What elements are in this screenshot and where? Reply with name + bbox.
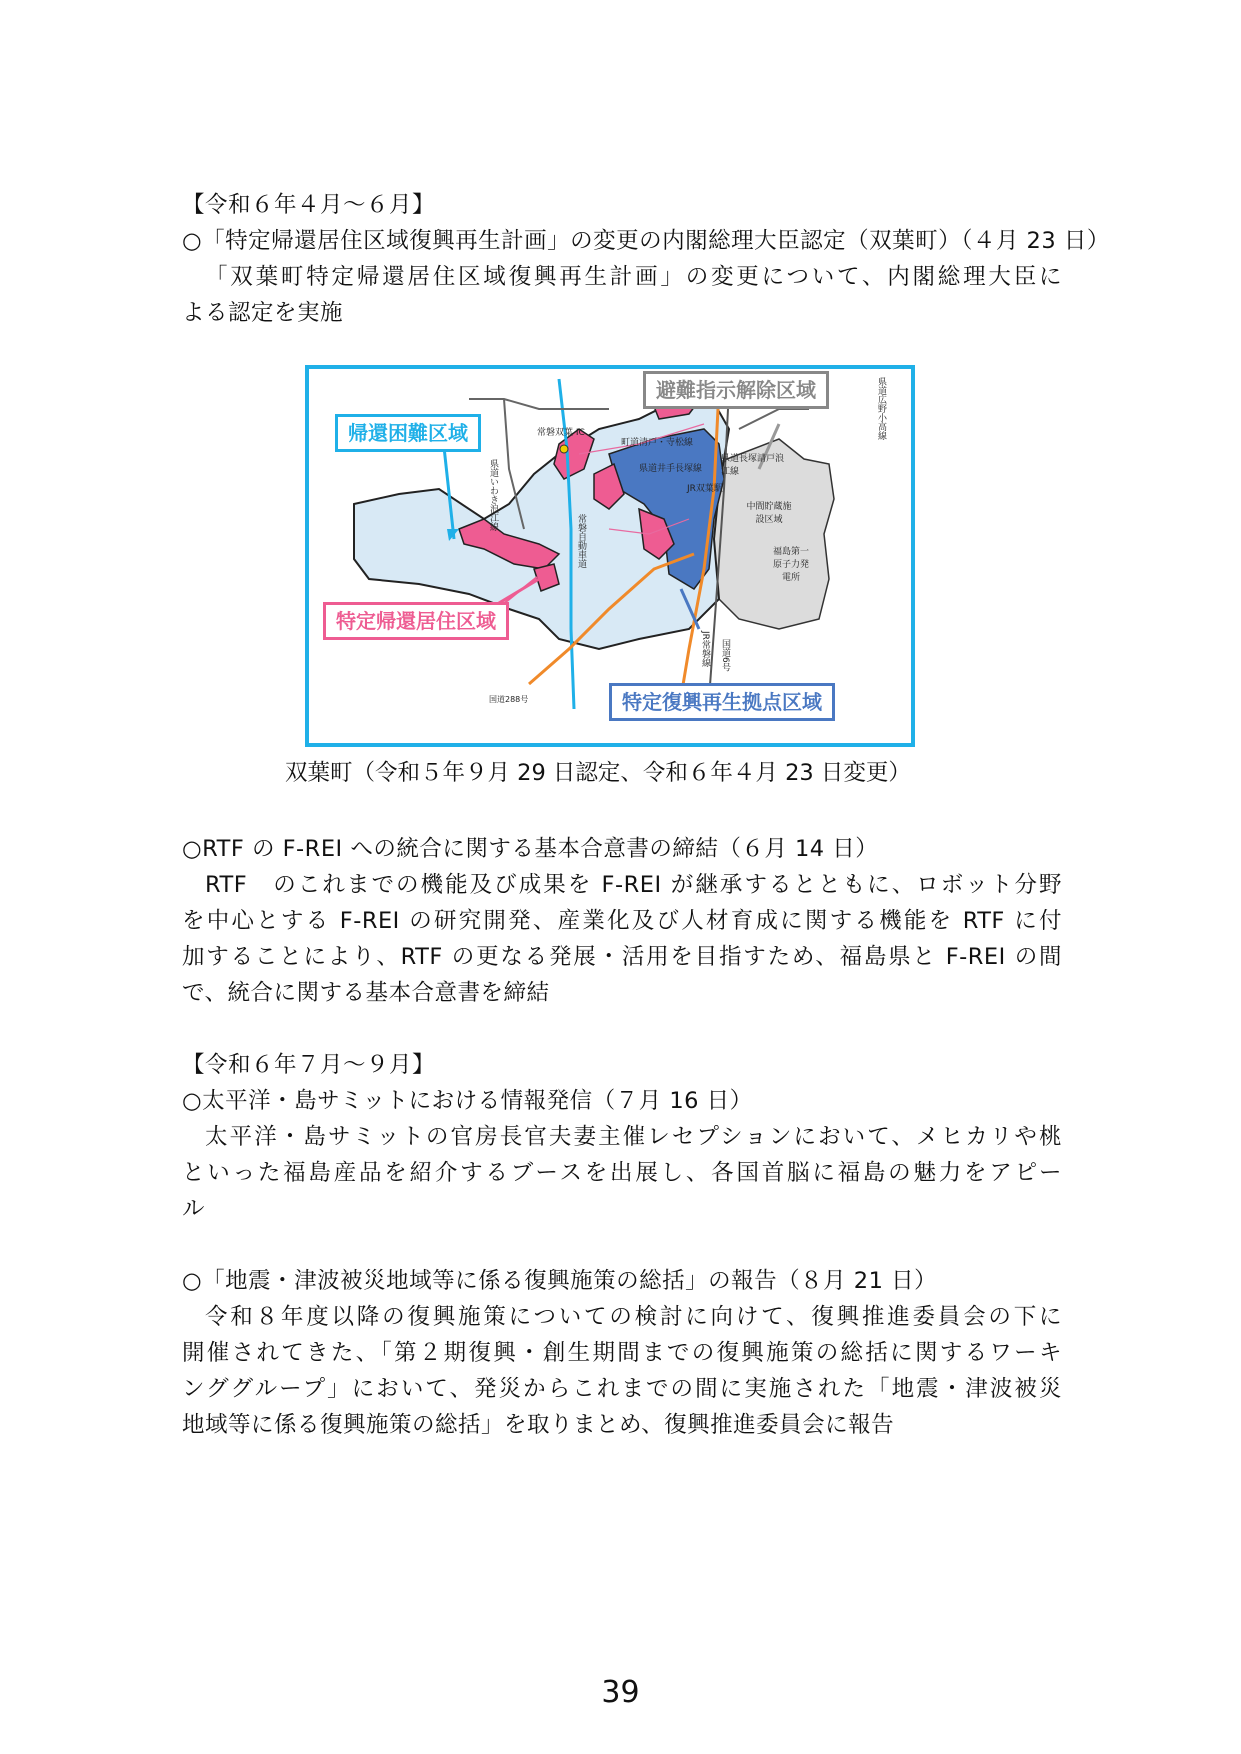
item-body-line: 地域等に係る復興施策の総括」を取りまとめ、復興推進委員会に報告	[182, 1412, 895, 1438]
item-body-line: で、統合に関する基本合意書を締結	[182, 980, 550, 1006]
item-title-reconstruction-summary: ○「地震・津波被災地域等に係る復興施策の総括」の報告（８月 21 日）	[182, 1268, 938, 1294]
label-pref-hirono-odaka: 県道広野小高線	[876, 377, 886, 440]
item-title-futaba-plan: ○「特定帰還居住区域復興再生計画」の変更の内閣総理大臣認定（双葉町）（４月 23 日）	[182, 228, 1110, 254]
label-route-6: 国道6号	[720, 639, 730, 672]
section-heading-jul-sep: 【令和６年７月～９月】	[182, 1052, 436, 1078]
label-pref-nagatsuka: 県道長塚請戸浪江線	[721, 454, 785, 477]
figure-caption: 双葉町（令和５年９月 29 日認定、令和６年４月 23 日変更）	[285, 760, 911, 786]
item-body-line: といった福島産品を紹介するブースを出展し、各国首脳に福島の魅力をアピー	[182, 1160, 1062, 1186]
page-number: 39	[601, 1675, 640, 1710]
label-jr-station: JR双葉駅	[687, 484, 723, 494]
item-body-line: RTF のこれまでの機能及び成果を F-REI が継承するとともに、ロボット分野	[205, 872, 1062, 898]
item-body-line: 太平洋・島サミットの官房長官夫妻主催レセプションにおいて、メヒカリや桃	[205, 1124, 1062, 1150]
label-jr-joban-line: JR常磐線	[700, 631, 710, 667]
label-pref-idegawa: 県道井手長塚線	[639, 464, 703, 474]
callout-specified-return: 特定帰還居住区域	[323, 602, 509, 640]
joban-ic-marker	[560, 445, 568, 453]
label-pref-iwaki-namie: 県道いわき浪江線	[488, 459, 498, 531]
callout-evacuation-lifted: 避難指示解除区域	[643, 371, 829, 409]
item-body-line: ル	[182, 1196, 206, 1222]
item-body-line: 令和８年度以降の復興施策についての検討に向けて、復興推進委員会の下に	[205, 1304, 1062, 1330]
label-route-288: 国道288号	[489, 695, 529, 704]
item-body-line: 「双葉町特定帰還居住区域復興再生計画」の変更について、内閣総理大臣に	[205, 264, 1062, 290]
callout-difficult-return: 帰還困難区域	[335, 414, 481, 452]
futaba-zone-map	[305, 365, 915, 747]
label-interim-storage: 中間貯蔵施設区域	[746, 502, 792, 525]
item-body-line: 加することにより、RTF の更なる発展・活用を目指すため、福島県と F-REI の間	[182, 944, 1062, 970]
label-joban-expressway: 常磐自動車道	[576, 514, 586, 568]
label-joban-ic: 常磐双葉 IC	[537, 428, 585, 438]
label-npp: 福島第一原子力発電所	[772, 547, 809, 583]
label-town-road: 町道清戸・寺松線	[621, 438, 694, 448]
callout-reconstruction-base: 特定復興再生拠点区域	[609, 683, 835, 721]
section-heading-apr-jun: 【令和６年４月～６月】	[182, 192, 436, 218]
item-title-pacific-summit: ○太平洋・島サミットにおける情報発信（７月 16 日）	[182, 1088, 753, 1114]
item-body-line: ンググループ」において、発災からこれまでの間に実施された「地震・津波被災	[182, 1376, 1062, 1402]
item-body-line: を中心とする F-REI の研究開発、産業化及び人材育成に関する機能を RTF に付	[182, 908, 1062, 934]
item-body-line: 開催されてきた、「第２期復興・創生期間までの復興施策の総括に関するワーキ	[182, 1340, 1062, 1366]
item-body-line: よる認定を実施	[182, 300, 344, 326]
item-title-rtf-freI: ○RTF の F-REI への統合に関する基本合意書の締結（６月 14 日）	[182, 836, 879, 862]
